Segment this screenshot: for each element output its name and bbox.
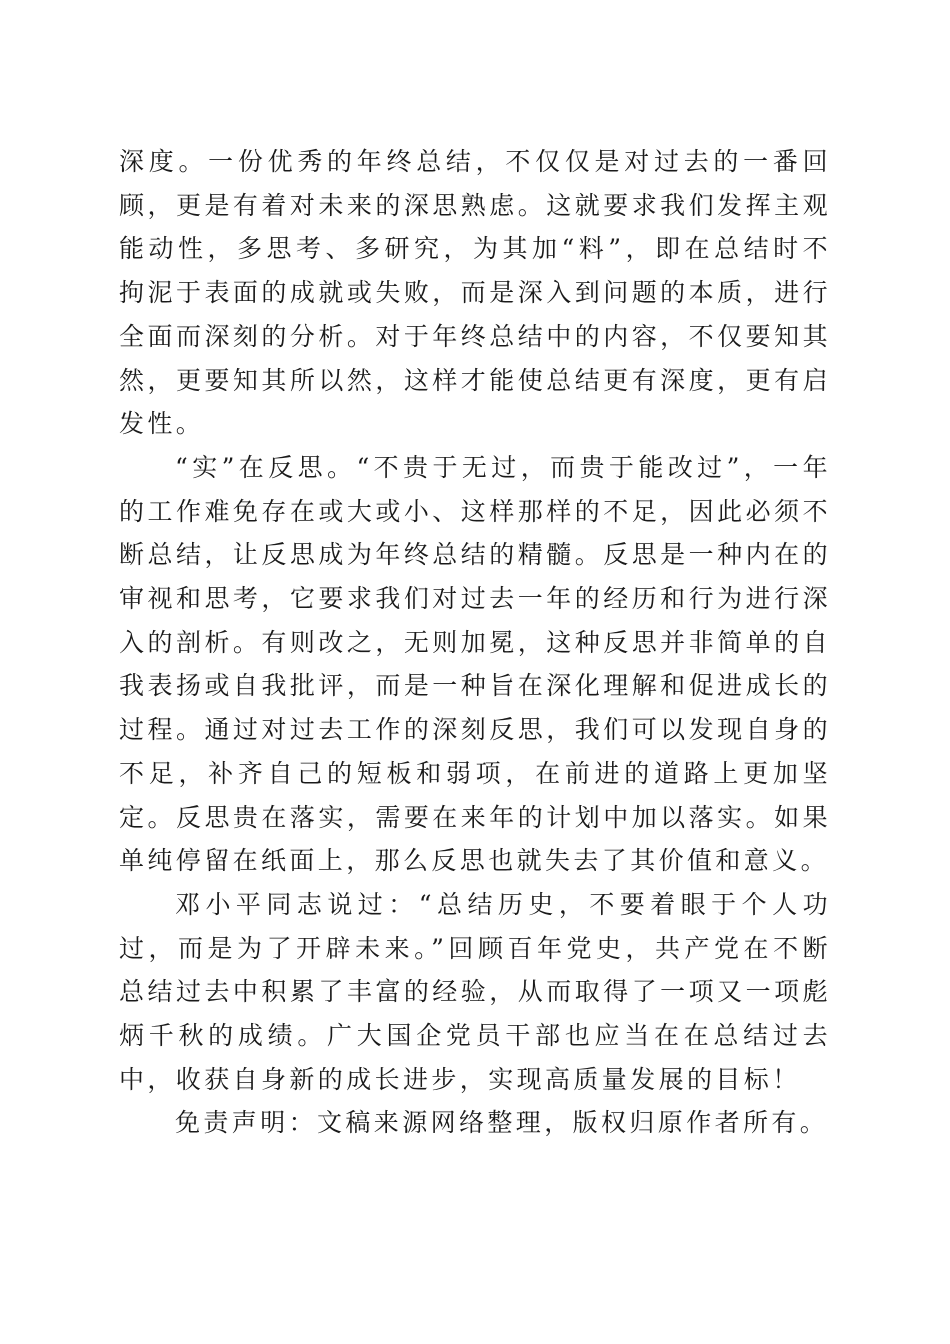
- document-body: [119, 140, 831, 1145]
- paragraph-depth-continuation: 深度。一份优秀的年终总结，不仅仅是对过去的一番回顾，更是有着对未来的深思熟虑。这就要求我们发挥主观能动性，多思考、多研究，为其加“料”，即在总结时不拘泥于表面的成就或失败，而是深入到问题的本质，进行全面而深刻的分析。对于年终总结中的内容，不仅要知其然，更要知其所以然，这样才能使总结更有深度，更有启发性。: [119, 147, 831, 439]
- paragraph-deng-xiaoping-quote: 邓小平同志说过：“总结历史，不要着眼于个人功过，而是为了开辟未来。”回顾百年党史，共产党在不断总结过去中积累了丰富的经验，从而取得了一项又一项彪炳千秋的成绩。广大国企党员干部也应当在在总结过去中，收获自身新的成长进步，实现高质量发展的目标！: [119, 889, 831, 1094]
- paragraph-reflection: “实”在反思。“不贵于无过，而贵于能改过”，一年的工作难免存在或大或小、这样那样的不足，因此必须不断总结，让反思成为年终总结的精髓。反思是一种内在的审视和思考，它要求我们对过去一年的经历和行为进行深入的剖析。有则改之，无则加冕，这种反思并非简单的自我表扬或自我批评，而是一种旨在深化理解和促进成长的过程。通过对过去工作的深刻反思，我们可以发现自身的不足，补齐自己的短板和弱项，在前进的道路上更加坚定。反思贵在落实，需要在来年的计划中加以落实。如果单纯停留在纸面上，那么反思也就失去了其价值和意义。: [119, 452, 831, 876]
- disclaimer: 免责声明：文稿来源网络整理，版权归原作者所有。: [175, 1108, 829, 1138]
